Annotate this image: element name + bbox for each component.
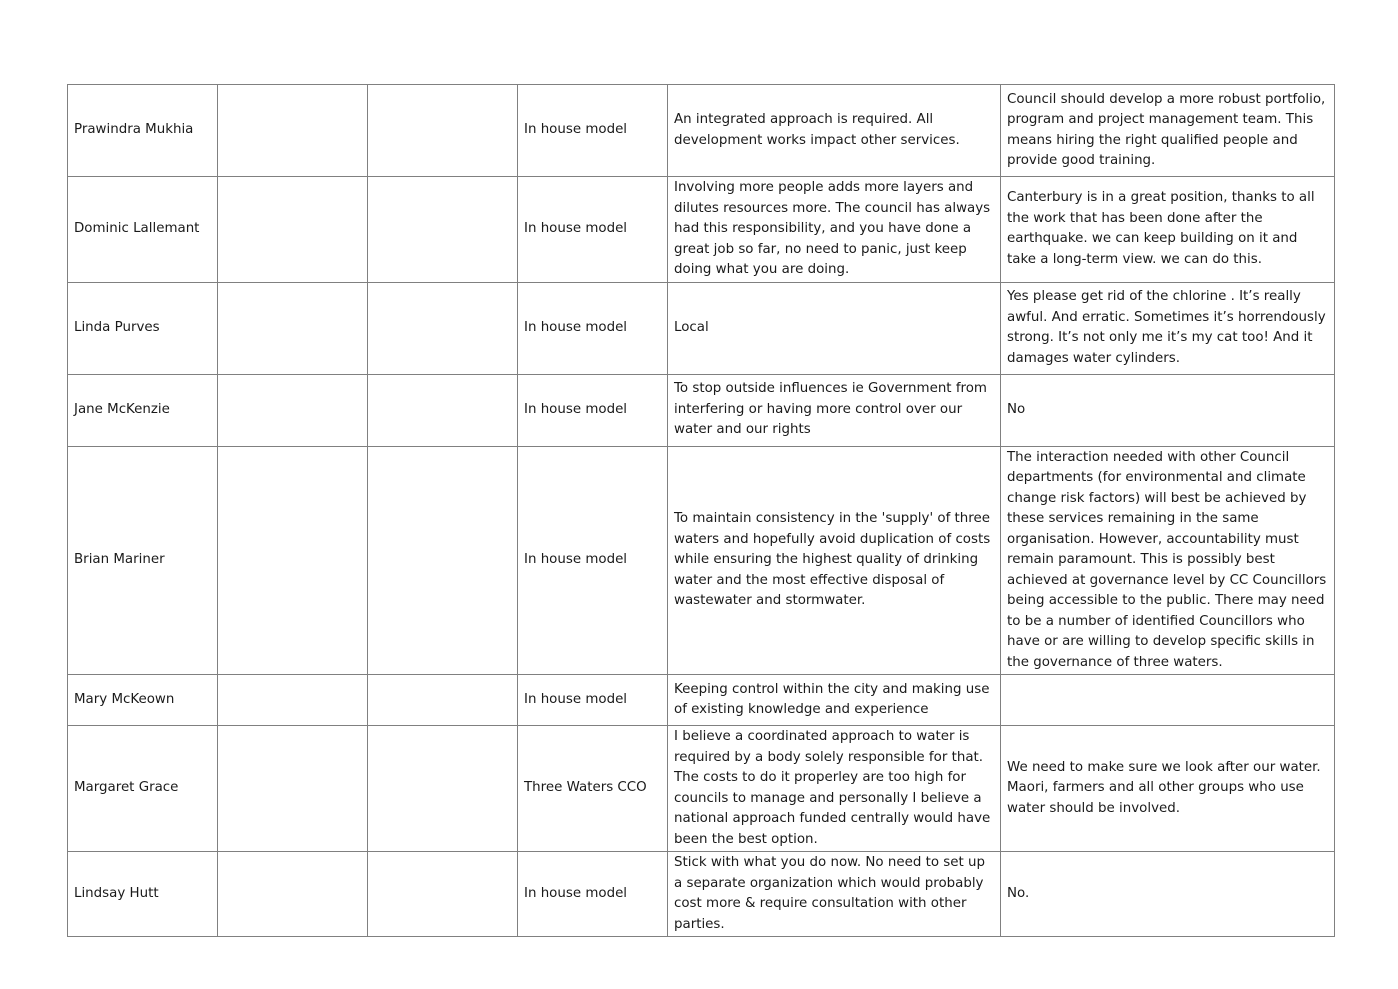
preferred-model-cell — [518, 85, 668, 177]
submitter-name-cell — [68, 374, 218, 446]
submissions-table — [67, 84, 1335, 937]
blank-cell — [218, 726, 368, 852]
comment-cell-text: No — [1007, 401, 1026, 417]
submitter-name-cell — [68, 675, 218, 726]
reason-cell — [668, 446, 1001, 675]
comment-cell-text: Council should develop a more robust portfolio, program and project management team. This means hiring the right qualified people and provide good training. — [1007, 91, 1326, 168]
comment-cell — [1001, 726, 1335, 852]
preferred-model-cell — [518, 282, 668, 374]
preferred-model-cell-text: In house model — [524, 885, 628, 901]
comment-cell-text: We need to make sure we look after our water. Maori, farmers and all other groups who use water should be involved. — [1007, 759, 1321, 816]
preferred-model-cell-text: In house model — [524, 122, 628, 138]
preferred-model-cell — [518, 852, 668, 937]
reason-cell — [668, 85, 1001, 177]
reason-cell-text: To stop outside influences ie Government from interfering or having more control over our water and our rights — [674, 381, 987, 438]
blank-cell — [218, 675, 368, 726]
table-row — [68, 374, 1335, 446]
table-row — [68, 446, 1335, 675]
comment-cell-text: Canterbury is in a great position, thanks to all the work that has been done after the earthquake. we can keep building on it and take a long-term view. we can do this. — [1007, 190, 1315, 267]
document-page — [67, 84, 1335, 937]
preferred-model-cell-text: Three Waters CCO — [524, 780, 647, 796]
comment-cell — [1001, 85, 1335, 177]
reason-cell-text: An integrated approach is required. All development works impact other services. — [674, 112, 960, 148]
preferred-model-cell — [518, 374, 668, 446]
preferred-model-cell — [518, 675, 668, 726]
reason-cell — [668, 374, 1001, 446]
submitter-name-cell-text: Margaret Grace — [74, 780, 179, 796]
blank-cell — [218, 85, 368, 177]
submitter-name-cell — [68, 177, 218, 283]
blank-cell — [218, 446, 368, 675]
submitter-name-cell — [68, 726, 218, 852]
comment-cell — [1001, 852, 1335, 937]
comment-cell-text: No. — [1007, 885, 1030, 901]
blank-cell — [218, 374, 368, 446]
blank-cell — [368, 726, 518, 852]
blank-cell — [218, 177, 368, 283]
comment-cell — [1001, 675, 1335, 726]
blank-cell — [368, 852, 518, 937]
preferred-model-cell-text: In house model — [524, 319, 628, 335]
reason-cell — [668, 282, 1001, 374]
submitter-name-cell — [68, 282, 218, 374]
submitter-name-cell-text: Lindsay Hutt — [74, 885, 159, 901]
comment-cell — [1001, 177, 1335, 283]
table-body — [68, 85, 1335, 937]
submitter-name-cell-text: Jane McKenzie — [74, 401, 170, 417]
table-row — [68, 726, 1335, 852]
preferred-model-cell-text: In house model — [524, 221, 628, 236]
table-row — [68, 177, 1335, 283]
blank-cell — [368, 85, 518, 177]
reason-cell — [668, 852, 1001, 937]
reason-cell — [668, 726, 1001, 852]
reason-cell-text: To maintain consistency in the 'supply' of three waters and hopefully avoid duplication of costs while ensuring the highest quality of drinking water and the most effective disposal of wastewater and stormwater. — [674, 511, 991, 608]
submitter-name-cell-text: Linda Purves — [74, 319, 160, 335]
comment-cell — [1001, 374, 1335, 446]
submitter-name-cell-text: Dominic Lallemant — [74, 221, 200, 236]
submitter-name-cell-text: Prawindra Mukhia — [74, 122, 194, 138]
reason-cell-text: Involving more people adds more layers and dilutes resources more. The council has always had this responsibility, and you have done a great job so far, no need to panic, just keep doing what you are doing. — [674, 180, 991, 277]
submitter-name-cell — [68, 446, 218, 675]
blank-cell — [368, 282, 518, 374]
reason-cell-text: Stick with what you do now. No need to set up a separate organization which would probably cost more & require consultation with other parties. — [674, 855, 985, 932]
blank-cell — [368, 446, 518, 675]
reason-cell — [668, 675, 1001, 726]
preferred-model-cell — [518, 177, 668, 283]
reason-cell-text: I believe a coordinated approach to water is required by a body solely responsible for that. The costs to do it properley are too high for councils to manage and personally I believe a national approach funded centrally would have been the best option. — [674, 729, 991, 847]
preferred-model-cell-text: In house model — [524, 552, 628, 567]
submitter-name-cell-text: Mary McKeown — [74, 691, 175, 707]
reason-cell-text: Local — [674, 319, 709, 335]
submitter-name-cell-text: Brian Mariner — [74, 552, 165, 567]
comment-cell-text: Yes please get rid of the chlorine . It’s really awful. And erratic. Sometimes it’s horrendously strong. It’s not only me it’s my cat too! And it damages water cylinders. — [1007, 289, 1326, 366]
preferred-model-cell — [518, 446, 668, 675]
preferred-model-cell-text: In house model — [524, 691, 628, 707]
table-row — [68, 85, 1335, 177]
submitter-name-cell — [68, 852, 218, 937]
submitter-name-cell — [68, 85, 218, 177]
blank-cell — [218, 852, 368, 937]
comment-cell — [1001, 282, 1335, 374]
comment-cell — [1001, 446, 1335, 675]
preferred-model-cell — [518, 726, 668, 852]
blank-cell — [368, 374, 518, 446]
blank-cell — [218, 282, 368, 374]
reason-cell-text: Keeping control within the city and making use of existing knowledge and experience — [674, 681, 990, 717]
reason-cell — [668, 177, 1001, 283]
table-row — [68, 282, 1335, 374]
table-row — [68, 852, 1335, 937]
preferred-model-cell-text: In house model — [524, 401, 628, 417]
blank-cell — [368, 675, 518, 726]
comment-cell-text: The interaction needed with other Council departments (for environmental and climate change risk factors) will best be achieved by these services remaining in the same organisation. However, accountability must remain paramount. This is possibly best achieved at governance level by CC Councillors being accessible to the public. There may need to be a number of identified Councillors who have or are willing to develop specific skills in the governance of three waters. — [1007, 449, 1327, 670]
blank-cell — [368, 177, 518, 283]
table-row — [68, 675, 1335, 726]
